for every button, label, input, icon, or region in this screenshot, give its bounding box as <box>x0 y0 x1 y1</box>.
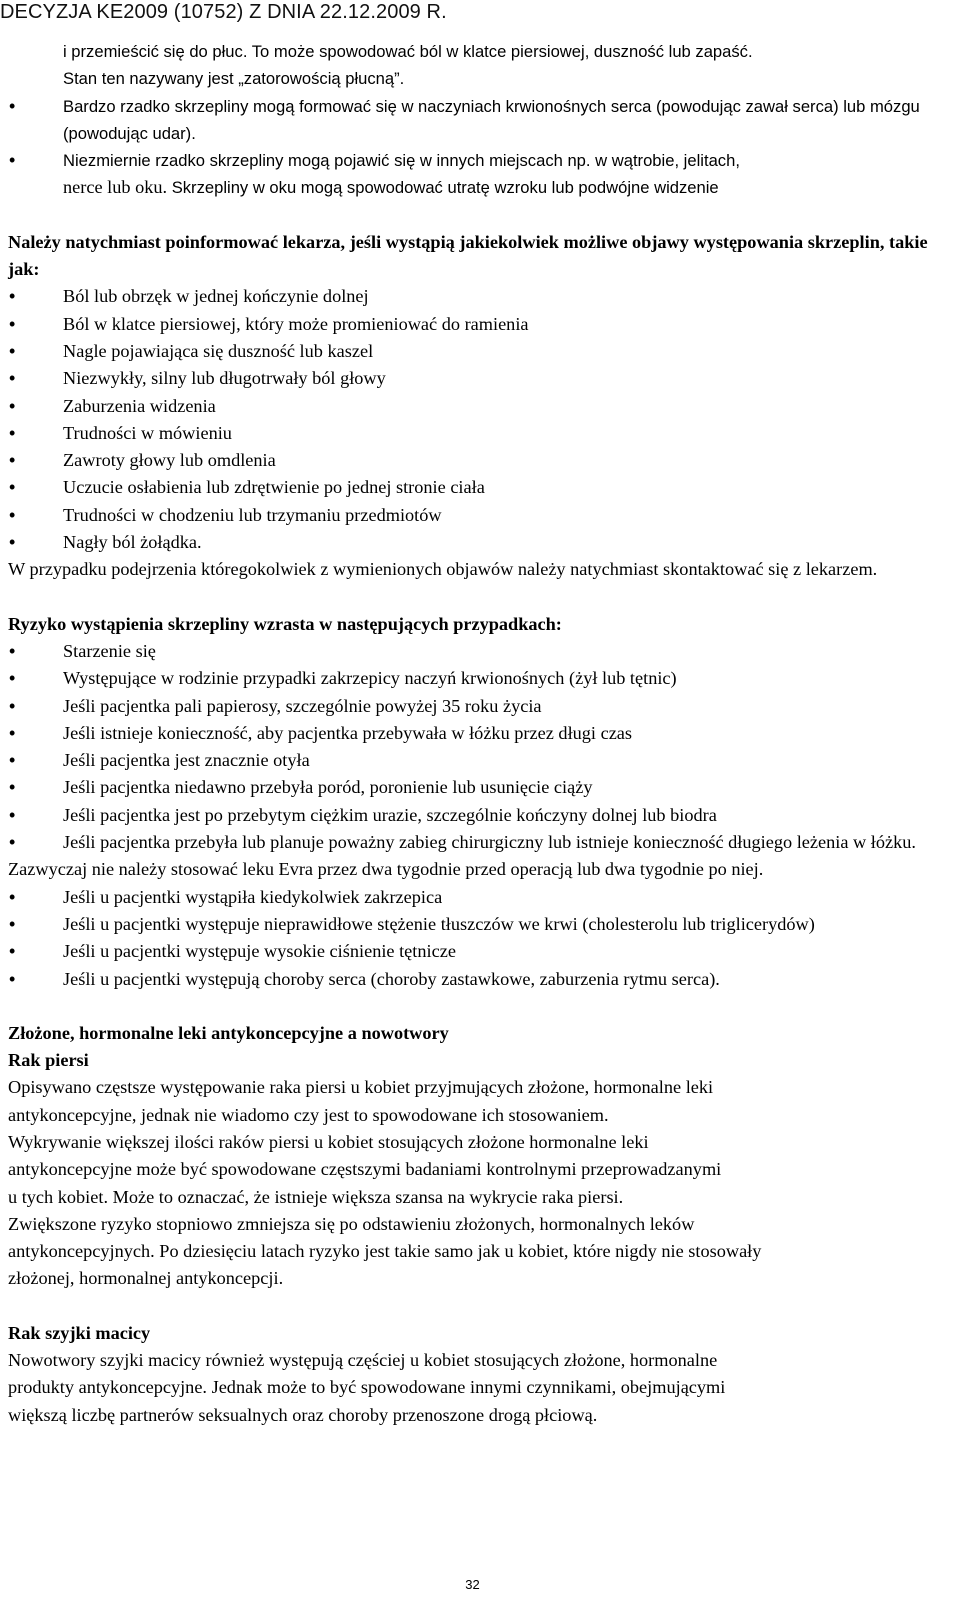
text-line: i przemieścić się do płuc. To może spowodować ból w klatce piersiowej, duszność lub zapaść. <box>63 42 753 61</box>
text-line: większą liczbę partnerów seksualnych oraz choroby przenoszone drogą płciową. <box>8 1404 598 1425</box>
symptoms-list <box>8 283 960 556</box>
list-item: • Ból w klatce piersiowej, który może promieniować do ramienia <box>8 311 960 338</box>
list-item <box>8 93 960 148</box>
list-item: • Nagle pojawiająca się duszność lub kaszel <box>8 338 960 365</box>
text-line: Opisywano częstsze występowanie raka piersi u kobiet przyjmujących złożone, hormonalne leki <box>8 1077 714 1098</box>
list-item: • Zaburzenia widzenia <box>8 393 960 420</box>
list-item <box>8 147 960 202</box>
subheading-breast-cancer: Rak piersi <box>8 1050 89 1071</box>
list-item: • Jeśli u pacjentki występują choroby serca (choroby zastawkowe, zaburzenia rytmu serca). <box>8 966 960 993</box>
spacer <box>8 1293 960 1320</box>
intro-list <box>8 38 960 202</box>
list-item: • Jeśli istnieje konieczność, aby pacjentka przebywała w łóżku przez długi czas <box>8 720 960 747</box>
list-item: • Jeśli pacjentka przebyła lub planuje poważny zabieg chirurgiczny lub istnieje konieczność długiego leżenia w łóżku. <box>8 829 960 856</box>
risk-list-secondary <box>8 884 960 993</box>
text-line <box>63 174 960 201</box>
text-line: Zwiększone ryzyko stopniowo zmniejsza się po odstawieniu złożonych, hormonalnych leków <box>8 1213 695 1234</box>
spacer <box>8 993 960 1020</box>
list-item: • Jeśli pacjentka niedawno przebyła poród, poronienie lub usunięcie ciąży <box>8 774 960 801</box>
text-line: produkty antykoncepcyjne. Jednak może to być spowodowane innymi czynnikami, obejmującymi <box>8 1377 726 1398</box>
risk-note: Zazwyczaj nie należy stosować leku Evra przez dwa tygodnie przed operacją lub dwa tygodnie po niej. <box>8 859 764 880</box>
list-item: • Występujące w rodzinie przypadki zakrzepicy naczyń krwionośnych (żył lub tętnic) <box>8 665 960 692</box>
list-item: • Jeśli u pacjentki występuje nieprawidłowe stężenie tłuszczów we krwi (cholesterolu lub triglicerydów) <box>8 911 960 938</box>
list-item: • Jeśli pacjentka pali papierosy, szczególnie powyżej 35 roku życia <box>8 693 960 720</box>
page-number: 32 <box>465 1577 480 1592</box>
text-line: antykoncepcyjne, jednak nie wiadomo czy jest to spowodowane ich stosowaniem. <box>8 1104 609 1125</box>
list-item: • Jeśli pacjentka jest znacznie otyła <box>8 747 960 774</box>
text-line: Stan ten nazywany jest „zatorowością płucną”. <box>63 69 405 89</box>
subheading-cervical-cancer: Rak szyjki macicy <box>8 1322 151 1343</box>
cervix-paragraph <box>8 1347 960 1429</box>
list-item: • Zawroty głowy lub omdlenia <box>8 447 960 474</box>
list-item: • Ból lub obrzęk w jednej kończynie dolnej <box>8 283 960 310</box>
spacer <box>8 202 960 229</box>
list-item: • Jeśli pacjentka jest po przebytym ciężkim urazie, szczególnie kończyny dolnej lub biodra <box>8 802 960 829</box>
text-line: Nowotwory szyjki macicy również występują częściej u kobiet stosujących złożone, hormonalne <box>8 1350 718 1371</box>
text-line: antykoncepcyjne może być spowodowane częstszymi badaniami kontrolnymi przeprowadzanymi <box>8 1159 722 1180</box>
text-line: • Niezmiernie rzadko skrzepliny mogą pojawić się w innych miejscach np. w wątrobie, jelitach, <box>63 151 740 171</box>
text-span: Skrzepliny w oku mogą spowodować utratę wzroku lub podwójne widzenie <box>167 178 719 198</box>
document-header: DECYZJA KE2009 (10752) Z DNIA 22.12.2009 R. <box>0 1 447 23</box>
section-heading-cancer: Złożone, hormonalne leki antykoncepcyjne a nowotwory <box>8 1022 449 1043</box>
list-item: • Starzenie się <box>8 638 960 665</box>
text-line: złożonej, hormonalnej antykoncepcji. <box>8 1268 284 1289</box>
symptoms-note: W przypadku podejrzenia któregokolwiek z wymienionych objawów należy natychmiast skontaktować się z lekarzem. <box>8 559 878 580</box>
list-item: • Niezwykły, silny lub długotrwały ból głowy <box>8 365 960 392</box>
list-item: • Trudności w mówieniu <box>8 420 960 447</box>
breast-paragraph-2 <box>8 1129 960 1211</box>
text-line: antykoncepcyjnych. Po dziesięciu latach ryzyko jest takie samo jak u kobiet, które nigdy nie stosowały <box>8 1241 762 1262</box>
intro-continuation <box>8 38 960 93</box>
text-line: Wykrywanie większej ilości raków piersi u kobiet stosujących złożone hormonalne leki <box>8 1131 649 1152</box>
spacer <box>8 584 960 611</box>
list-item: • Nagły ból żołądka. <box>8 529 960 556</box>
list-item: • Jeśli u pacjentki występuje wysokie ciśnienie tętnicze <box>8 938 960 965</box>
breast-paragraph-3 <box>8 1211 960 1293</box>
list-item-text: Bardzo rzadko skrzepliny mogą formować się w naczyniach krwionośnych serca (powodując zawał serca) lub mózgu (powodując udar). <box>63 96 920 143</box>
text-span: nerce lub oku. <box>63 177 168 198</box>
page-body <box>8 38 960 1429</box>
section-heading-risk: Ryzyko wystąpienia skrzepliny wzrasta w następujących przypadkach: <box>8 613 562 634</box>
risk-list <box>8 638 960 856</box>
text-line: u tych kobiet. Może to oznaczać, że istnieje większa szansa na wykrycie raka piersi. <box>8 1186 624 1207</box>
list-item: • Jeśli u pacjentki wystąpiła kiedykolwiek zakrzepica <box>8 884 960 911</box>
list-item: • Trudności w chodzeniu lub trzymaniu przedmiotów <box>8 502 960 529</box>
list-item: • Uczucie osłabienia lub zdrętwienie po jednej stronie ciała <box>8 474 960 501</box>
section-heading-symptoms: Należy natychmiast poinformować lekarza, jeśli wystąpią jakiekolwiek możliwe objawy występowania skrzeplin, takie jak: <box>8 231 928 280</box>
breast-paragraph-1 <box>8 1074 960 1129</box>
